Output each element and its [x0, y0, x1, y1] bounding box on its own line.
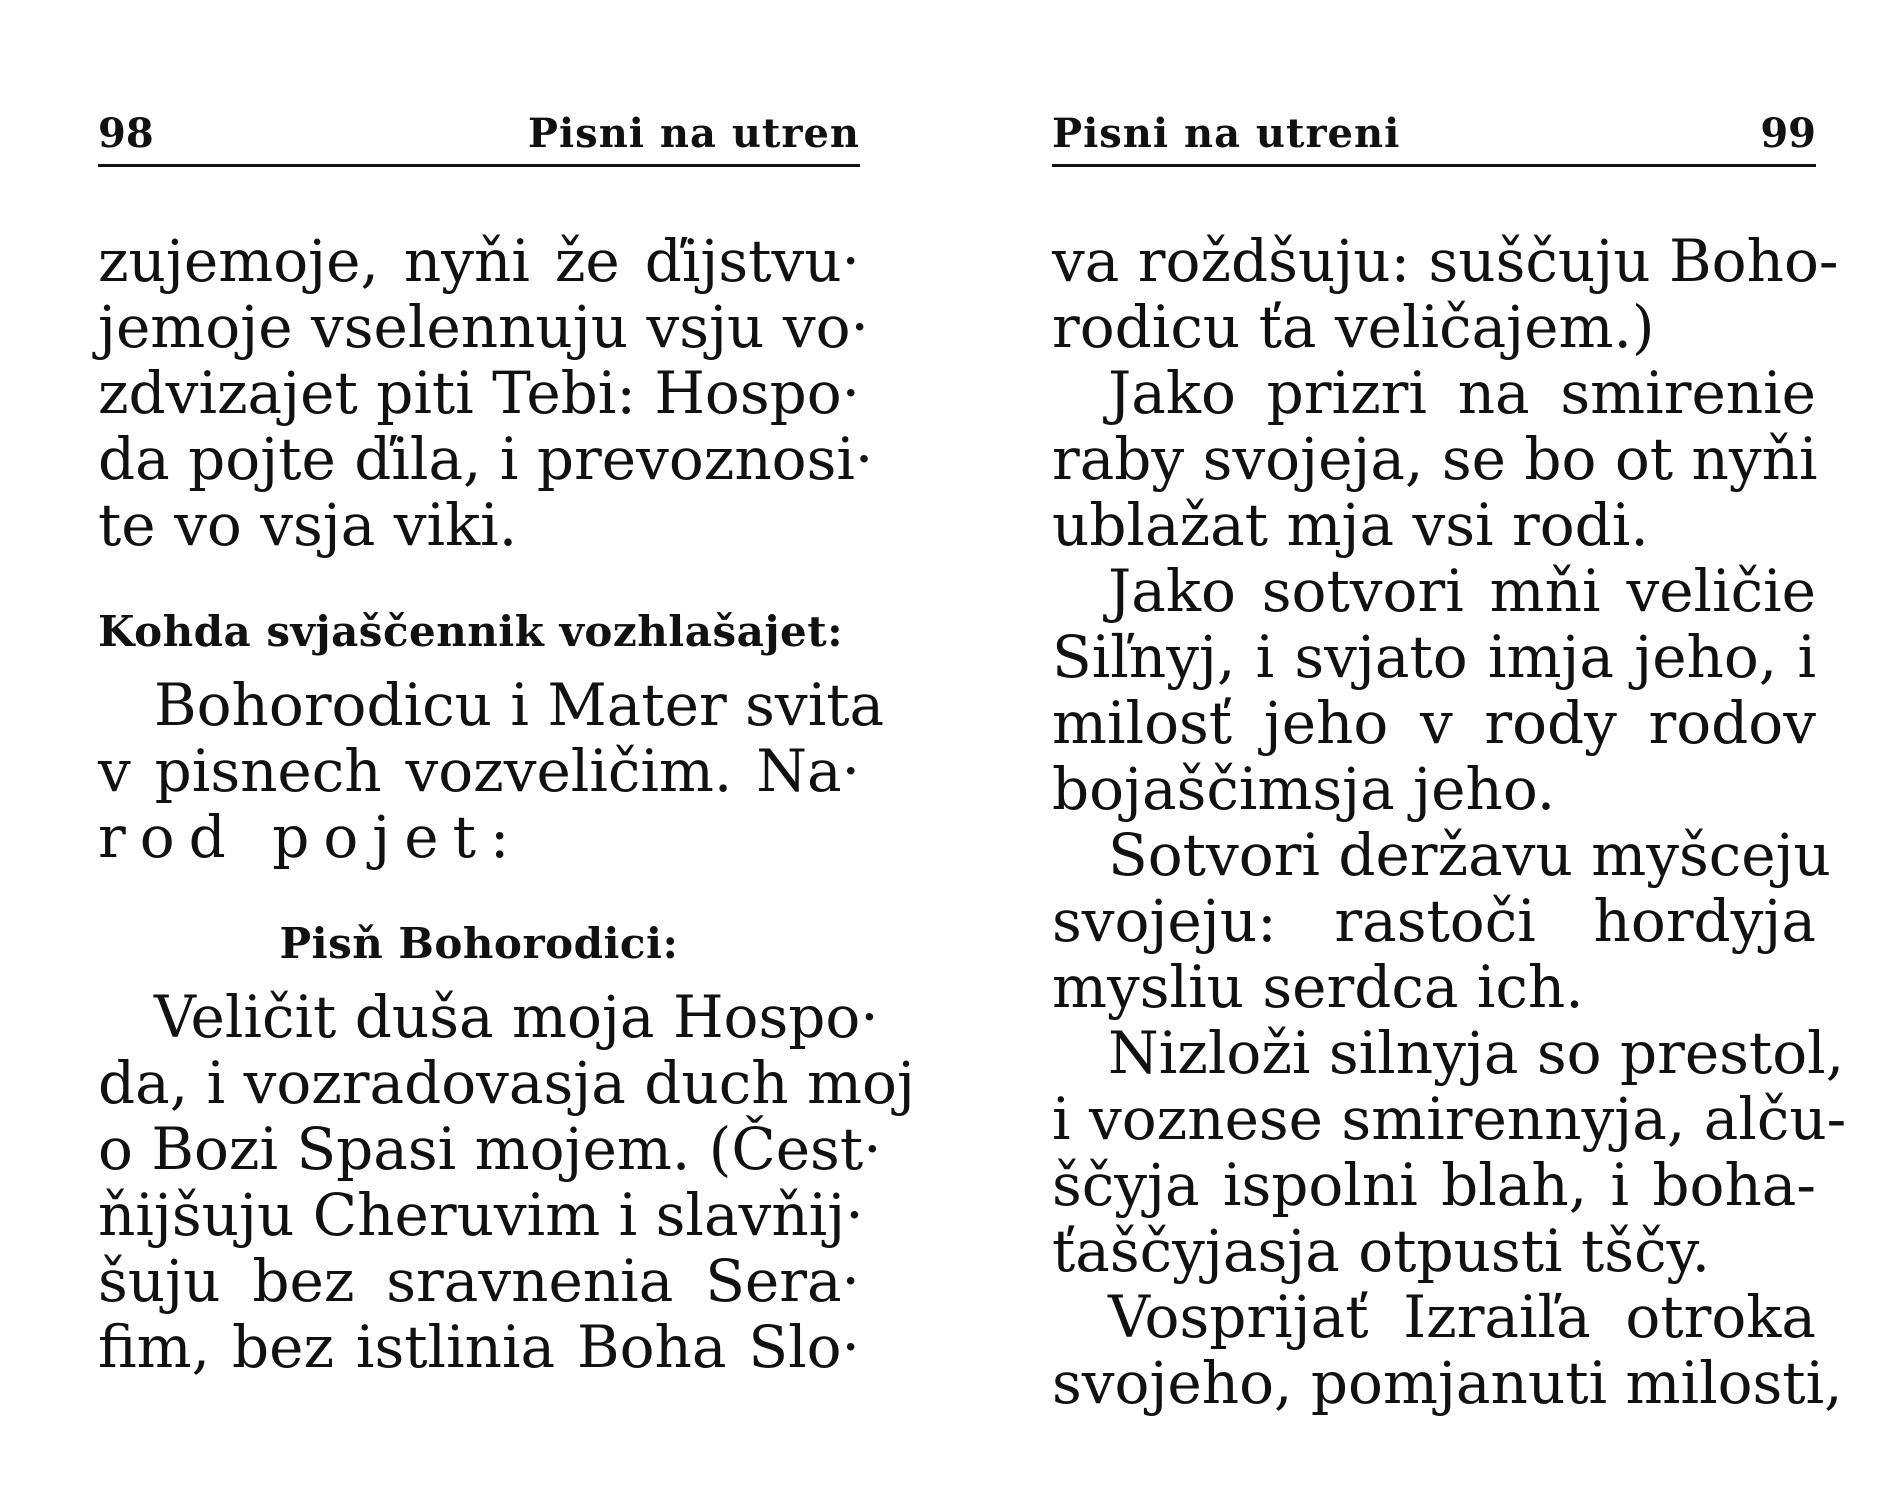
text-line: ťaščyjasja otpusti tščy.: [1052, 1217, 1711, 1285]
text-line: šuju bez sravnenia Sera·: [98, 1247, 860, 1315]
text-line: raby svojeja, se bo ot nyňi: [1052, 425, 1818, 493]
text-line: rod pojet:: [98, 803, 524, 871]
text-line: Jako prizri na smirenie: [1108, 359, 1816, 427]
text-line: zujemoje, nyňi že ďijstvu·: [98, 227, 860, 295]
left-paragraph-2: [98, 671, 885, 871]
right-running-title: Pisni na utreni: [1052, 110, 1401, 157]
text-line: Sotvori deržavu myšceju: [1108, 821, 1831, 889]
text-line: svojeho, pomjanuti milosti,: [1052, 1349, 1843, 1417]
left-page: [98, 0, 915, 1500]
left-running-title: Pisni na utren: [527, 110, 860, 157]
text-line: fim, bez istlinia Boha Slo·: [98, 1313, 860, 1381]
left-text-block: [98, 227, 915, 1460]
right-running-head: [1052, 108, 1816, 167]
text-line: da, i vozradovasja duch moj: [98, 1049, 915, 1117]
text-line: svojeju: rastoči hordyja: [1052, 887, 1816, 955]
text-line: Vosprijať Izraiľa otroka: [1108, 1283, 1816, 1351]
text-line: Veličit duša moja Hospo·: [154, 983, 879, 1051]
right-page-number: 99: [1760, 110, 1816, 157]
section-heading: Pisň Bohorodici:: [279, 919, 679, 968]
text-line: Siľnyj, i svjato imja jeho, i: [1052, 623, 1816, 691]
text-line: milosť jeho v rody rodov: [1052, 689, 1816, 757]
text-line: ňijšuju Cheruvim i slavňij·: [98, 1181, 864, 1249]
text-line: ublažat mja vsi rodi.: [1052, 491, 1649, 559]
rubric-priest: Kohda svjaščennik vozhlašajet:: [98, 607, 844, 656]
right-paragraph-6: [1052, 1283, 1843, 1417]
left-paragraph-3: [98, 983, 915, 1381]
text-line: o Bozi Spasi mojem. (Čest·: [98, 1115, 882, 1183]
right-paragraph-4: [1052, 821, 1831, 1021]
text-line: mysliu serdca ich.: [1052, 953, 1584, 1021]
text-line: va roždšuju: suščuju Boho-: [1052, 227, 1839, 295]
text-line: ščyja ispolni blah, i boha-: [1052, 1151, 1816, 1219]
text-line: da pojte ďila, i prevoznosi·: [98, 425, 874, 493]
text-line: Jako sotvori mňi veličie: [1108, 557, 1816, 625]
right-paragraph-2: [1052, 360, 1816, 558]
left-paragraph-1: [98, 227, 874, 559]
right-paragraph-3: [1052, 558, 1816, 822]
text-line: zdvizajet piti Tebi: Hospo·: [98, 359, 861, 427]
right-text-block: [1052, 227, 1847, 1460]
text-line: Bohorodicu i Mater svita: [154, 671, 885, 739]
left-running-head: [98, 108, 860, 167]
text-line: rodicu ťa veličajem.): [1052, 293, 1655, 361]
right-paragraph-5: [1052, 1019, 1847, 1285]
text-line: te vo vsja viki.: [98, 491, 518, 559]
text-line: i voznese smirennyja, alču-: [1052, 1085, 1847, 1153]
text-line: bojaščimsja jeho.: [1052, 755, 1556, 823]
right-paragraph-1: [1052, 227, 1839, 361]
right-page: [1052, 0, 1847, 1500]
text-line: v pisnech vozveličim. Na·: [98, 737, 860, 805]
text-line: jemoje vselennuju vsju vo·: [98, 293, 869, 361]
left-page-number: 98: [98, 110, 154, 157]
text-line: Nizloži silnyja so prestol,: [1108, 1019, 1845, 1087]
